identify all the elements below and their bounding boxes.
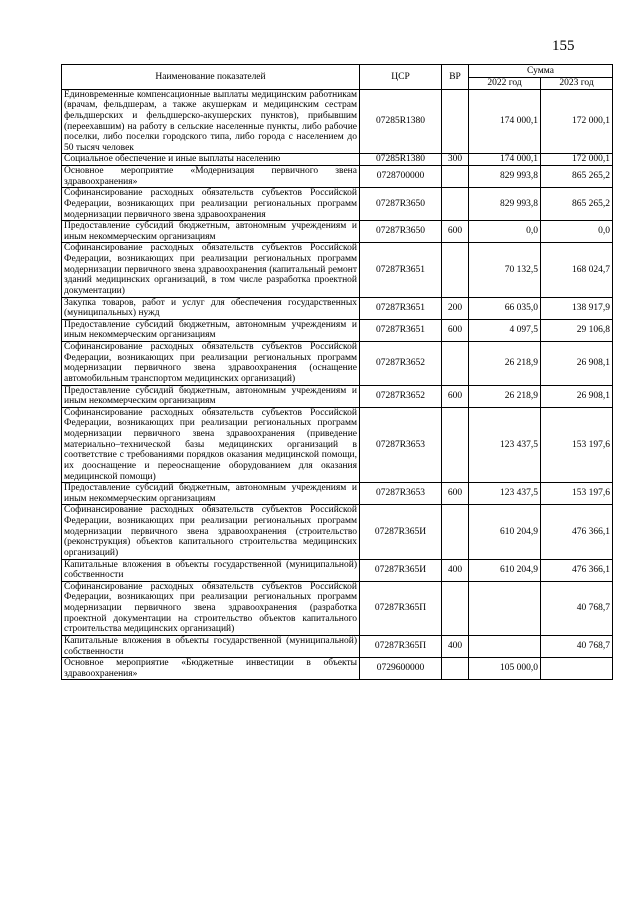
row-sum-2023 bbox=[541, 658, 613, 680]
header-vr: ВР bbox=[442, 65, 469, 90]
row-name: Основное мероприятие «Бюджетные инвестиции в объекты здравоохранения» bbox=[62, 658, 360, 680]
table-row bbox=[62, 407, 613, 482]
row-code: 07287R3651 bbox=[360, 297, 442, 319]
header-sum: Сумма bbox=[469, 65, 613, 78]
row-sum-2022 bbox=[469, 635, 541, 657]
row-sum-2022: 70 132,5 bbox=[469, 243, 541, 297]
table-row bbox=[62, 319, 613, 341]
row-code: 07285R1380 bbox=[360, 154, 442, 166]
row-sum-2023: 40 768,7 bbox=[541, 581, 613, 635]
row-sum-2022 bbox=[469, 581, 541, 635]
header-year-2022: 2022 год bbox=[469, 78, 541, 90]
row-sum-2022: 829 993,8 bbox=[469, 166, 541, 188]
row-vr: 600 bbox=[442, 385, 469, 407]
row-sum-2023: 172 000,1 bbox=[541, 89, 613, 154]
row-sum-2022: 174 000,1 bbox=[469, 154, 541, 166]
table-row bbox=[62, 297, 613, 319]
table-row bbox=[62, 658, 613, 680]
row-sum-2022: 26 218,9 bbox=[469, 342, 541, 386]
row-sum-2022: 0,0 bbox=[469, 221, 541, 243]
row-sum-2023: 476 366,1 bbox=[541, 559, 613, 581]
row-sum-2022: 829 993,8 bbox=[469, 188, 541, 221]
header-year-2023: 2023 год bbox=[541, 78, 613, 90]
row-vr bbox=[442, 188, 469, 221]
row-sum-2023: 153 197,6 bbox=[541, 483, 613, 505]
table-row bbox=[62, 483, 613, 505]
row-sum-2022: 123 437,5 bbox=[469, 483, 541, 505]
table-row bbox=[62, 89, 613, 154]
table-row bbox=[62, 385, 613, 407]
row-code: 07287R3653 bbox=[360, 407, 442, 482]
row-name: Софинансирование расходных обязательств субъектов Российской Федерации, возникающих при реализации региональных программ модернизации первичного звена здравоохранения (разработка проектной документации на строительство объектов капитального строительства медицинских организаций) bbox=[62, 581, 360, 635]
row-name: Софинансирование расходных обязательств субъектов Российской Федерации, возникающих при реализации региональных программ модернизации первичного звена здравоохранения (капитальный ремонт зданий медицинских организаций, в том числе разработка проектной документации) bbox=[62, 243, 360, 297]
row-sum-2023: 0,0 bbox=[541, 221, 613, 243]
row-sum-2022: 26 218,9 bbox=[469, 385, 541, 407]
row-sum-2022: 123 437,5 bbox=[469, 407, 541, 482]
row-vr bbox=[442, 407, 469, 482]
row-code: 07287R365И bbox=[360, 559, 442, 581]
row-name: Софинансирование расходных обязательств субъектов Российской Федерации, возникающих при реализации региональных программ модернизации первичного звена здравоохранения bbox=[62, 188, 360, 221]
page-number: 155 bbox=[552, 38, 575, 54]
row-name: Социальное обеспечение и иные выплаты населению bbox=[62, 154, 360, 166]
row-sum-2022: 4 097,5 bbox=[469, 319, 541, 341]
row-vr bbox=[442, 581, 469, 635]
row-sum-2022: 610 204,9 bbox=[469, 505, 541, 559]
row-sum-2023: 29 106,8 bbox=[541, 319, 613, 341]
row-name: Софинансирование расходных обязательств субъектов Российской Федерации, возникающих при реализации региональных программ модернизации первичного звена здравоохранения (оснащение автомобильным транспортом медицинских организаций) bbox=[62, 342, 360, 386]
row-sum-2023: 476 366,1 bbox=[541, 505, 613, 559]
row-vr bbox=[442, 166, 469, 188]
table-row bbox=[62, 243, 613, 297]
row-code: 07287R3650 bbox=[360, 188, 442, 221]
row-vr bbox=[442, 658, 469, 680]
row-vr bbox=[442, 89, 469, 154]
row-code: 0728700000 bbox=[360, 166, 442, 188]
row-sum-2023: 153 197,6 bbox=[541, 407, 613, 482]
row-vr: 400 bbox=[442, 559, 469, 581]
row-code: 07287R365П bbox=[360, 581, 442, 635]
table-row bbox=[62, 342, 613, 386]
row-sum-2023: 26 908,1 bbox=[541, 385, 613, 407]
table-row bbox=[62, 166, 613, 188]
row-code: 0729600000 bbox=[360, 658, 442, 680]
row-vr: 400 bbox=[442, 635, 469, 657]
row-vr bbox=[442, 342, 469, 386]
header-code: ЦСР bbox=[360, 65, 442, 90]
row-name: Капитальные вложения в объекты государственной (муниципальной) собственности bbox=[62, 635, 360, 657]
row-code: 07287R3650 bbox=[360, 221, 442, 243]
row-vr: 200 bbox=[442, 297, 469, 319]
row-vr bbox=[442, 243, 469, 297]
row-name: Единовременные компенсационные выплаты медицинским работникам (врачам, фельдшерам, а также акушеркам и медицинским сестрам фельдшерских и фельдшерско-акушерских пунктов), прибывшим (переехавшим) на работу в сельские населенные пункты, либо рабочие поселки, либо поселки городского типа, либо города с населением до 50 тысяч человек bbox=[62, 89, 360, 154]
row-code: 07285R1380 bbox=[360, 89, 442, 154]
row-sum-2023: 138 917,9 bbox=[541, 297, 613, 319]
row-name: Софинансирование расходных обязательств субъектов Российской Федерации, возникающих при реализации региональных программ модернизации первичного звена здравоохранения (строительство (реконструкция) объектов капитального строительства медицинских организаций) bbox=[62, 505, 360, 559]
row-sum-2023: 865 265,2 bbox=[541, 188, 613, 221]
table-row bbox=[62, 559, 613, 581]
row-name: Предоставление субсидий бюджетным, автономным учреждениям и иным некоммерческим организациям bbox=[62, 385, 360, 407]
budget-table bbox=[61, 64, 613, 680]
table-row bbox=[62, 154, 613, 166]
row-code: 07287R3652 bbox=[360, 342, 442, 386]
row-code: 07287R3651 bbox=[360, 319, 442, 341]
row-sum-2023: 40 768,7 bbox=[541, 635, 613, 657]
table-row bbox=[62, 635, 613, 657]
row-vr: 300 bbox=[442, 154, 469, 166]
row-vr bbox=[442, 505, 469, 559]
row-vr: 600 bbox=[442, 319, 469, 341]
row-vr: 600 bbox=[442, 483, 469, 505]
row-name: Закупка товаров, работ и услуг для обеспечения государственных (муниципальных) нужд bbox=[62, 297, 360, 319]
table-row bbox=[62, 221, 613, 243]
row-code: 07287R3653 bbox=[360, 483, 442, 505]
row-vr: 600 bbox=[442, 221, 469, 243]
header-name: Наименование показателей bbox=[62, 65, 360, 90]
row-code: 07287R3651 bbox=[360, 243, 442, 297]
row-sum-2023: 172 000,1 bbox=[541, 154, 613, 166]
row-code: 07287R3652 bbox=[360, 385, 442, 407]
row-name: Капитальные вложения в объекты государственной (муниципальной) собственности bbox=[62, 559, 360, 581]
row-name: Предоставление субсидий бюджетным, автономным учреждениям и иным некоммерческим организациям bbox=[62, 483, 360, 505]
row-sum-2022: 105 000,0 bbox=[469, 658, 541, 680]
table-body bbox=[62, 89, 613, 680]
row-sum-2023: 168 024,7 bbox=[541, 243, 613, 297]
table-row bbox=[62, 188, 613, 221]
row-name: Основное мероприятие «Модернизация первичного звена здравоохранения» bbox=[62, 166, 360, 188]
row-sum-2022: 174 000,1 bbox=[469, 89, 541, 154]
row-sum-2023: 865 265,2 bbox=[541, 166, 613, 188]
row-name: Предоставление субсидий бюджетным, автономным учреждениям и иным некоммерческим организациям bbox=[62, 319, 360, 341]
table-row bbox=[62, 505, 613, 559]
row-name: Предоставление субсидий бюджетным, автономным учреждениям и иным некоммерческим организациям bbox=[62, 221, 360, 243]
row-sum-2022: 610 204,9 bbox=[469, 559, 541, 581]
row-code: 07287R365И bbox=[360, 505, 442, 559]
row-sum-2023: 26 908,1 bbox=[541, 342, 613, 386]
table-row bbox=[62, 581, 613, 635]
row-name: Софинансирование расходных обязательств субъектов Российской Федерации, возникающих при реализации региональных программ модернизации первичного звена здравоохранения (приведение материально–технической базы медицинских организаций в соответствие с требованиями порядков оказания медицинской помощи, их дооснащение и переоснащение оборудованием для оказания медицинской помощи) bbox=[62, 407, 360, 482]
row-code: 07287R365П bbox=[360, 635, 442, 657]
row-sum-2022: 66 035,0 bbox=[469, 297, 541, 319]
